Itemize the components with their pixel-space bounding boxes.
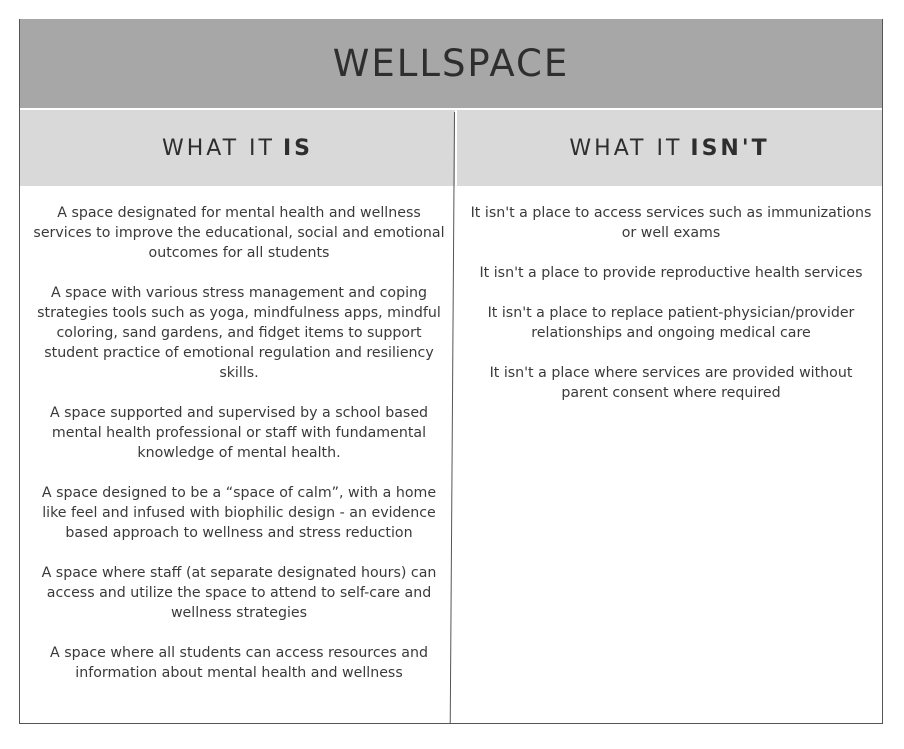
list-item: A space supported and supervised by a school based mental health professional or staff with fundamental knowledge of mental health. bbox=[49, 405, 429, 461]
column-header-what-it-isnt bbox=[457, 110, 882, 186]
list-item: A space where all students can access resources and information about mental health and wellness bbox=[50, 645, 428, 681]
column-divider bbox=[450, 112, 455, 724]
column-header-emphasis: IS bbox=[282, 135, 314, 161]
list-item: It isn't a place where services are provided without parent consent where required bbox=[489, 365, 853, 401]
list-item: It isn't a place to access services such as immunizations or well exams bbox=[470, 205, 872, 241]
list-item: It isn't a place to provide reproductive health services bbox=[479, 265, 863, 281]
list-item: A space designated for mental health and wellness services to improve the educational, social and emotional outcomes for all students bbox=[33, 205, 445, 261]
list-item: A space designed to be a “space of calm”, with a home like feel and infused with biophilic design - an evidence based approach to wellness and stress reduction bbox=[41, 485, 437, 541]
list-item: A space with various stress management and coping strategies tools such as yoga, mindfulness apps, mindful coloring, sand gardens, and fidget items to support student practice of emotional regulation and resiliency skills. bbox=[37, 285, 441, 381]
page-title: WELLSPACE bbox=[332, 42, 570, 85]
column-header-emphasis: ISN'T bbox=[690, 135, 770, 161]
what-it-is-list bbox=[32, 203, 446, 703]
wellspace-table bbox=[19, 19, 883, 724]
title-bar bbox=[20, 19, 882, 108]
list-item: It isn't a place to replace patient-physician/provider relationships and ongoing medical care bbox=[487, 305, 855, 341]
column-header-prefix: WHAT IT bbox=[569, 135, 683, 161]
list-item: A space where staff (at separate designated hours) can access and utilize the space to attend to self-care and wellness strategies bbox=[41, 565, 437, 621]
column-header-prefix: WHAT IT bbox=[161, 135, 275, 161]
what-it-isnt-list bbox=[467, 203, 875, 423]
column-header-what-it-is bbox=[20, 110, 455, 186]
